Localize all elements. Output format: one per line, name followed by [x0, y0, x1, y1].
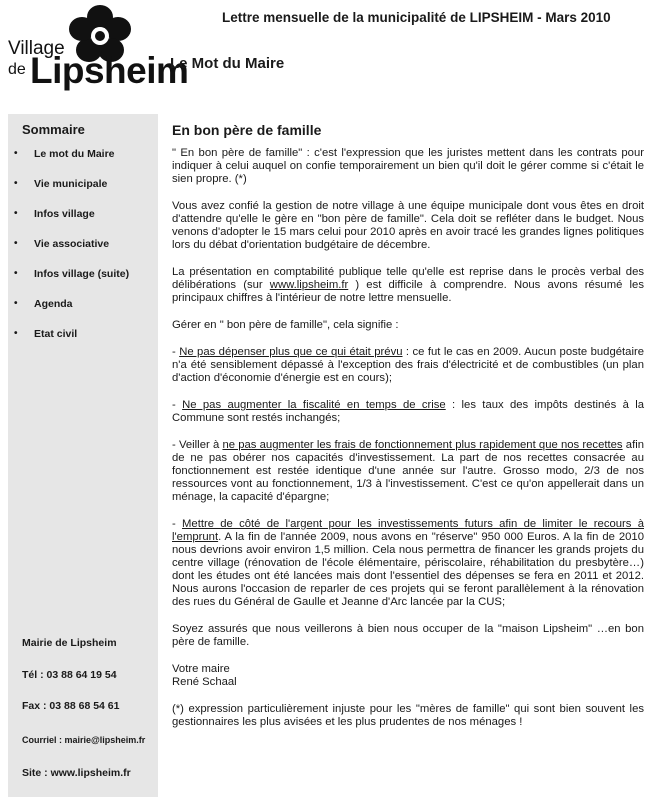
signature-role: Votre maire — [172, 663, 230, 675]
emphasis-text: Ne pas augmenter la fiscalité en temps de crise — [182, 399, 446, 411]
sommaire-item-label: Etat civil — [34, 328, 78, 340]
section-title: Le Mot du Maire — [170, 55, 285, 72]
paragraph-presentation: La présentation en comptabilité publique telle qu'elle est reprise dans le procès verbal des délibérations (sur www.lipsheim.fr ) est difficile à comprendre. Nous avons résumé les principaux chiffres à l'intérieur de notre lettre mensuelle. — [172, 266, 644, 304]
contact-mairie: Mairie de Lipsheim — [22, 637, 117, 649]
footnote: (*) expression particulièrement injuste pour les "mères de famille" qui sont bien souvent les gestionnaires les plus avisées et les plus prudentes de nos ménages ! — [172, 703, 644, 728]
website-link[interactable]: www.lipsheim.fr — [269, 279, 349, 291]
sommaire-item[interactable] — [14, 268, 129, 298]
sommaire-item[interactable] — [14, 238, 129, 268]
emphasis-text: Mettre de côté de l'argent pour les investissements futurs afin de limiter le recours à l'emprunt — [172, 518, 644, 543]
village-logo — [4, 4, 189, 96]
bullet-icon: • — [14, 178, 18, 189]
sommaire-item[interactable] — [14, 328, 129, 358]
logo-name-text: Lipsheim — [30, 50, 189, 91]
signature — [172, 663, 644, 689]
sommaire-item-label: Agenda — [34, 298, 73, 310]
signature-name: René Schaal — [172, 676, 237, 688]
bullet-icon: • — [14, 238, 18, 249]
article — [172, 124, 644, 743]
sommaire-item[interactable] — [14, 208, 129, 238]
sommaire-item-label: Infos village (suite) — [34, 268, 130, 280]
bullet-icon: • — [14, 148, 18, 159]
emphasis-text: Ne pas dépenser plus que ce qui était prévu — [179, 346, 403, 358]
list-item: - Ne pas dépenser plus que ce qui était prévu : ce fut le cas en 2009. Aucun poste budgétaire n'a été sensiblement dépassé à l'exception des frais d'électricité et de combustibles (un plan d'action d'économie d'énergie est en cours); — [172, 346, 644, 384]
sommaire-item[interactable] — [14, 148, 129, 178]
bullet-icon: • — [14, 268, 18, 279]
contact-fax: Fax : 03 88 68 54 61 — [22, 700, 120, 712]
sommaire-item-label: Infos village — [34, 208, 95, 220]
contact-phone: Tél : 03 88 64 19 54 — [22, 669, 117, 681]
sommaire-list — [14, 148, 129, 358]
paragraph-intro: " En bon père de famille" : c'est l'expression que les juristes mettent dans les contrats pour indiquer à celui auquel on confie temporairement un bien qu'il doit le gérer comme si c'était le sien propre. (*) — [172, 147, 644, 185]
contact-email: Courriel : mairie@lipsheim.fr — [22, 735, 146, 745]
sommaire-title: Sommaire — [22, 122, 85, 137]
paragraph-closing: Soyez assurés que nous veillerons à bien nous occuper de la "maison Lipsheim" …en bon père de famille. — [172, 623, 644, 648]
sommaire-item[interactable] — [14, 298, 129, 328]
list-item: - Ne pas augmenter la fiscalité en temps de crise : les taux des impôts destinés à la Commune sont restés inchangés; — [172, 399, 644, 424]
sommaire-item-label: Vie municipale — [34, 178, 108, 190]
sidebar — [8, 114, 158, 797]
newsletter-title: Lettre mensuelle de la municipalité de LIPSHEIM - Mars 2010 — [222, 10, 611, 25]
sommaire-item-label: Le mot du Maire — [34, 148, 115, 160]
logo-de-text: de — [8, 61, 26, 78]
list-item: - Veiller à ne pas augmenter les frais de fonctionnement plus rapidement que nos recettes afin de ne pas obérer nos capacités d'investissement. La part de nos recettes consacrée au fonctionnement est restée identique d'une année sur l'autre. Grosso modo, 2/3 de nos ressources vont au fonctionnement, 1/3 à l'investissement. C'est ce qu'on appellerait dans un ménage, la capacité d'épargne; — [172, 439, 644, 503]
paragraph-lead: Gérer en " bon père de famille", cela signifie : — [172, 319, 399, 331]
list-item: - Mettre de côté de l'argent pour les investissements futurs afin de limiter le recours à l'emprunt. A la fin de l'année 2009, nous avons en "réserve" 950 000 Euros. A la fin de 2010 nous devrions avoir environ 1,5 million. Cela nous permettra de financer les grands projets du centre village (rénovation de l'école élémentaire, périscolaire, réhabilitation du presbytère…) dont les études ont été lancées mais dont l'essentiel des dépenses se fera en 2011 et 2012. Nous aurons l'occasion de reparler de ces projets qui se feront parallèlement à la rénovation des rues du Général de Gaulle et Jeanne d'Arc lancée par la CUS; — [172, 518, 644, 608]
sommaire-item[interactable] — [14, 178, 129, 208]
bullet-icon: • — [14, 298, 18, 309]
logo-village-text: Village — [8, 38, 65, 59]
bullet-icon: • — [14, 328, 18, 339]
paragraph-budget: Vous avez confié la gestion de notre village à une équipe municipale dont vous êtes en droit d'attendre qu'elle le gère en "bon père de famille". Cela doit se refléter dans le budget. Nous venons d'adopter le 15 mars celui pour 2010 après en avoir tracé les grandes lignes politiques lors du débat d'orientation budgétaire de décembre. — [172, 200, 644, 251]
article-title: En bon père de famille — [172, 122, 322, 138]
bullet-icon: • — [14, 208, 18, 219]
contact-website: Site : www.lipsheim.fr — [22, 767, 131, 779]
emphasis-text: ne pas augmenter les frais de fonctionnement plus rapidement que nos recettes — [222, 439, 623, 451]
sommaire-item-label: Vie associative — [34, 238, 110, 250]
